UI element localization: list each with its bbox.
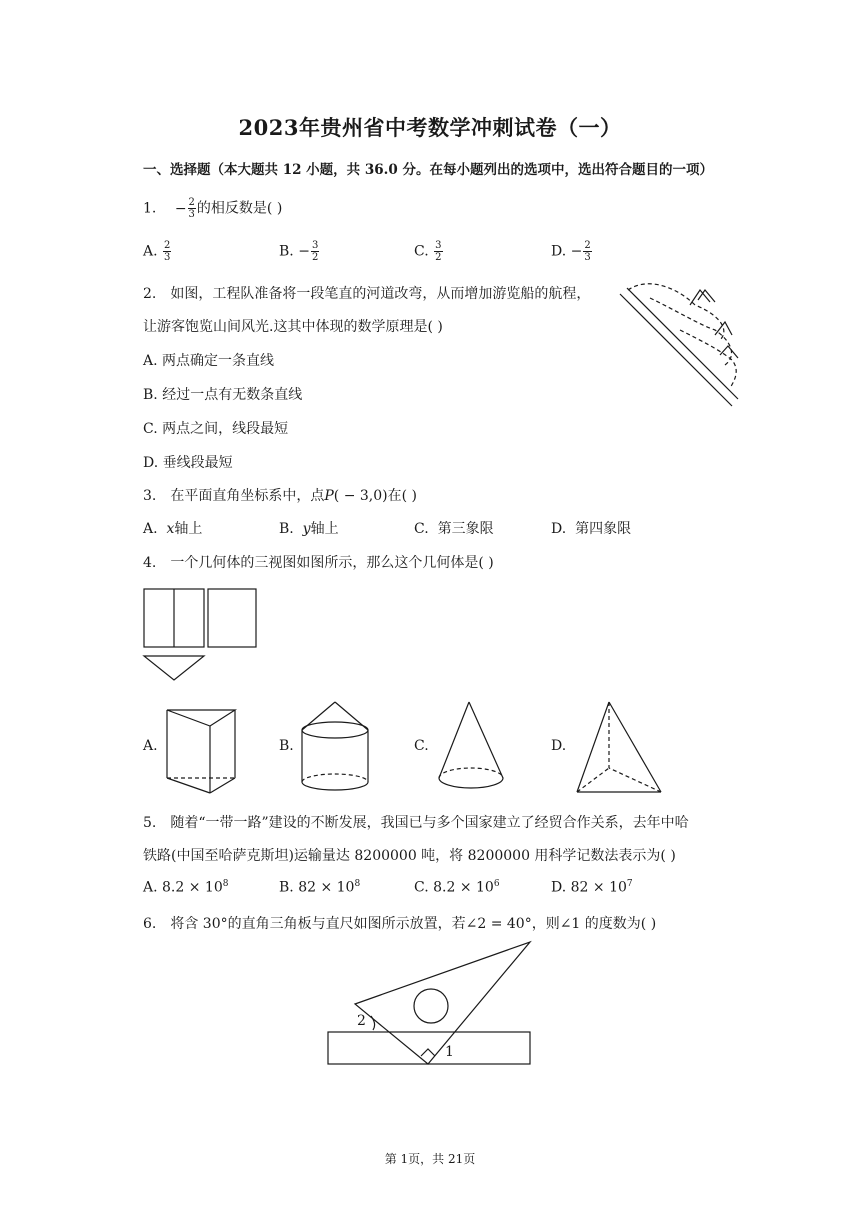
option-b[interactable]: B. $82 \times 10^8$ (279, 879, 361, 896)
page-footer: 第 1页，共 21页 (384, 1152, 476, 1166)
option-c[interactable]: C. (414, 738, 429, 754)
option-a[interactable]: A. $\frac{2}{3}$ (143, 240, 171, 263)
option-b[interactable]: B. y轴上 (279, 521, 339, 537)
option-d[interactable]: D. 垂线段最短 (143, 455, 233, 471)
option-a[interactable]: A. x轴上 (143, 521, 203, 537)
section-heading: 一、选择题（本大题共 12 小题，共 36.0 分。在每小题列出的选项中，选出符合题目的一项） (143, 162, 713, 178)
option-a[interactable]: A. 两点确定一条直线 (143, 353, 275, 369)
option-c[interactable]: C. $\frac{3}{2}$ (414, 240, 442, 263)
option-a[interactable]: A. (143, 738, 158, 754)
angle-1-label: 1 (445, 1044, 454, 1060)
question-4: 4. 一个几何体的三视图如图所示，那么这个几何体是( ) (143, 555, 494, 571)
cone-figure (437, 700, 507, 795)
fraction: $\frac{2}{3}$ (188, 197, 195, 220)
option-b[interactable]: B. 经过一点有无数条直线 (143, 387, 303, 403)
angle-2-label: 2 (357, 1013, 366, 1029)
minus-sign: − (174, 200, 187, 217)
question-5-line2: 铁路(中国至哈萨克斯坦)运输量达 8200000 吨，将 8200000 用科学记数法表示为( ) (143, 848, 676, 864)
triangle-ruler-figure (325, 938, 535, 1070)
option-d[interactable]: D. $82 \times 10^7$ (551, 879, 633, 896)
question-5: 5. 随着“一带一路”建设的不断发展，我国已与多个国家建立了经贸合作关系，去年中哈 (143, 815, 689, 831)
option-a[interactable]: A. $8.2 \times 10^8$ (143, 879, 229, 896)
option-b[interactable]: B. (279, 738, 294, 754)
option-d[interactable]: D. 第四象限 (551, 521, 632, 537)
question-6: 6. 将含 30°的直角三角板与直尺如图所示放置，若∠2 = 40°，则∠1 的度数为( ) (143, 916, 657, 932)
option-b[interactable]: B. − $\frac{3}{2}$ (279, 240, 319, 263)
river-figure (620, 280, 755, 410)
question-3: 3. 在平面直角坐标系中，点P( − 3,0)在( ) (143, 488, 417, 504)
question-2: 2. 如图，工程队准备将一段笔直的河道改弯，从而增加游览船的航程， (143, 286, 591, 302)
prism-figure (165, 700, 240, 796)
question-text: 的相反数是( ) (196, 200, 283, 217)
question-2-line2: 让游客饱览山间风光.这其中体现的数学原理是( ) (143, 319, 443, 335)
option-c[interactable]: C. 两点之间，线段最短 (143, 421, 289, 437)
question-1 (143, 197, 282, 220)
option-d[interactable]: D. − $\frac{2}{3}$ (551, 240, 591, 263)
three-views-figure (143, 588, 259, 683)
cone-cylinder-figure (300, 700, 370, 795)
pyramid-figure (575, 700, 665, 796)
option-c[interactable]: C. 第三象限 (414, 521, 494, 537)
option-d[interactable]: D. (551, 738, 567, 754)
page-title: 2023年贵州省中考数学冲刺试卷（一） (238, 115, 622, 140)
question-number: 1. (143, 200, 157, 217)
option-c[interactable]: C. $8.2 \times 10^6$ (414, 879, 500, 896)
